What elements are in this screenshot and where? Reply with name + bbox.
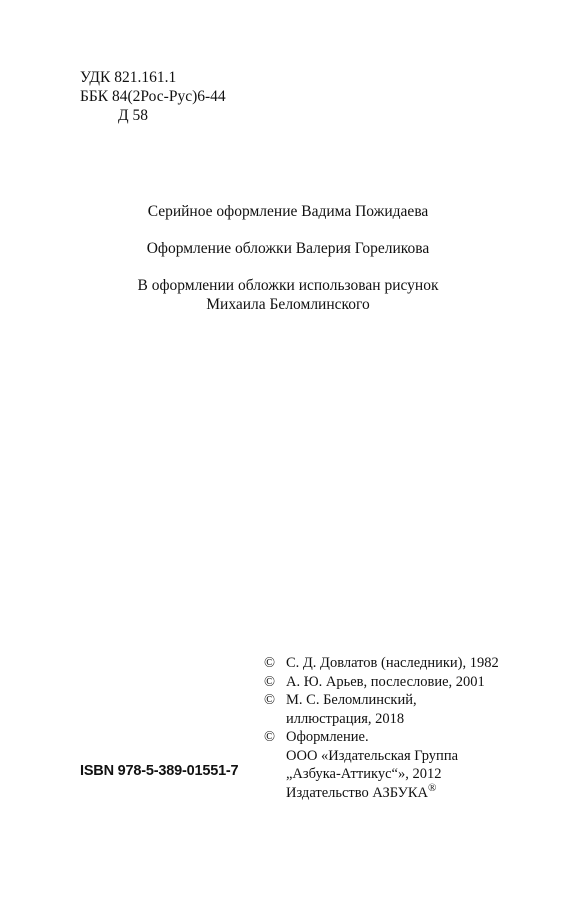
- author-mark: Д 58: [118, 107, 148, 124]
- copyright-line: ООО «Издательская Группа: [286, 747, 459, 764]
- copyright-text: [286, 673, 485, 692]
- design-credits: [0, 202, 576, 332]
- cover-drawing-line2: Михаила Беломлинского: [206, 296, 370, 313]
- copyright-line: Издательство АЗБУКА: [286, 784, 428, 801]
- copyright-text: [286, 691, 417, 728]
- copyright-line: иллюстрация, 2018: [286, 710, 405, 727]
- copyright-text: [286, 728, 458, 802]
- registered-mark: ®: [428, 781, 437, 794]
- copyright-line: С. Д. Довлатов (наследники), 1982: [286, 655, 499, 671]
- copyright-line: А. Ю. Арьев, послесловие, 2001: [286, 673, 485, 690]
- copyright-line: „Азбука-Аттикус“», 2012: [286, 766, 442, 782]
- bbk-code: ББК 84(2Рос-Рус)6-44: [80, 88, 226, 105]
- copyright-entry-afterword: [264, 673, 499, 692]
- copyright-notices: [264, 654, 499, 802]
- copyright-symbol: ©: [264, 655, 276, 671]
- series-design-credit: Серийное оформление Вадима Пожидаева: [147, 203, 429, 220]
- classification-block: [80, 68, 226, 125]
- copyright-entry-author: [264, 654, 499, 673]
- cover-drawing-line1: В оформлении обложки использован рисунок: [137, 277, 439, 294]
- cover-drawing-credit: [0, 276, 576, 314]
- copyright-symbol: ©: [264, 729, 276, 745]
- copyright-text: [286, 654, 499, 673]
- copyright-entry-design: [264, 728, 499, 802]
- copyright-symbol: ©: [264, 673, 276, 690]
- copyright-line: М. С. Беломлинский,: [286, 692, 417, 708]
- udk-code: УДК 821.161.1: [80, 69, 177, 86]
- copyright-entry-illustration: [264, 691, 499, 728]
- isbn-number: ISBN 978-5-389-01551-7: [80, 763, 239, 779]
- copyright-symbol: ©: [264, 692, 276, 708]
- copyright-line: Оформление.: [286, 729, 369, 745]
- cover-design-credit: Оформление обложки Валерия Гореликова: [146, 240, 430, 257]
